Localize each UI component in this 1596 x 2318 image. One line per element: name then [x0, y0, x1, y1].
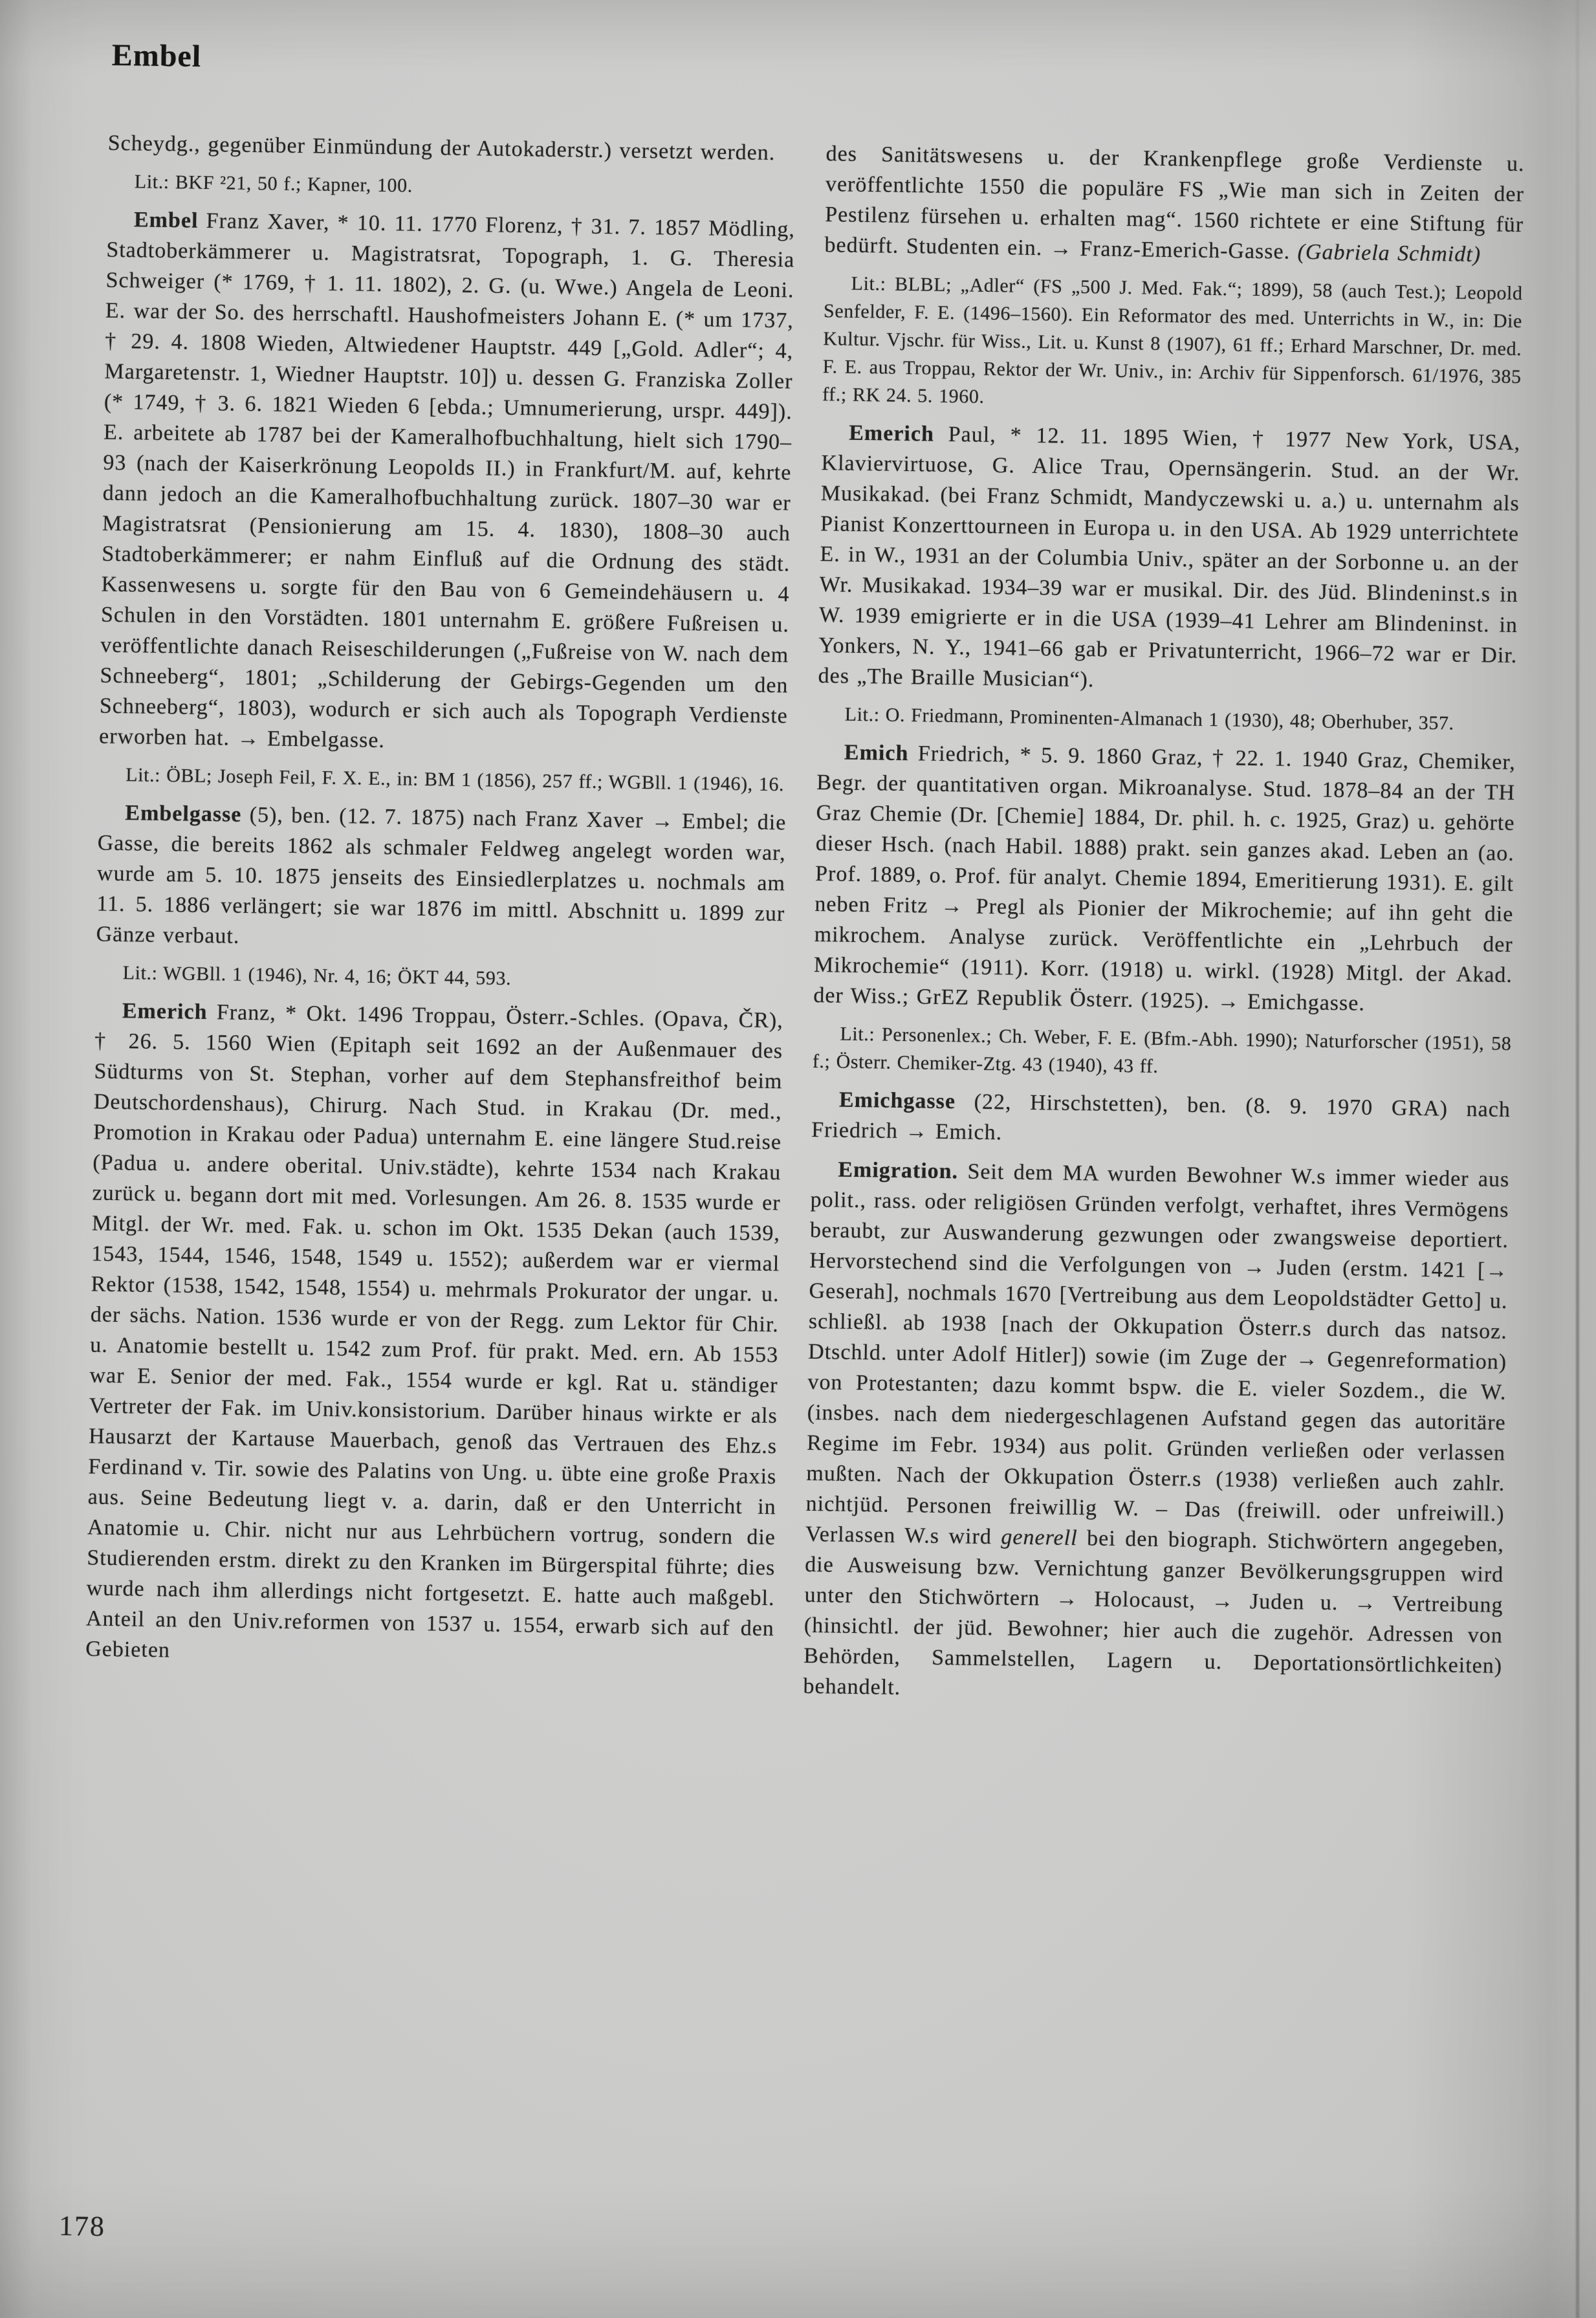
entry-emichgasse: [811, 1084, 1511, 1155]
headword: Emichgasse: [838, 1088, 956, 1114]
entry-emich-friedrich: [813, 737, 1516, 1021]
text-run: Franz Xaver, * 10. 11. 1770 Florenz, † 31. 7. 1857 Mödling, Stadtoberkämmerer u. Magistratsrat, Topograph, 1. G. Theresia Schweiger (* 1769, † 1. 11. 1802), 2. G. (u. Wwe.) Angela de Leoni. E. war der So. des herrschaftl. Haushofmeisters Johann E. (* um 1737, † 29. 4. 1808 Wieden, Altwiedener Hauptstr. 449 [„Gold. Adler“; 4, Margaretenstr. 1, Wiedner Hauptstr. 10]) u. dessen G. Franziska Zoller (* 1749, † 3. 6. 1821 Wieden 6 [ebda.; Umnumerierung, urspr. 449]). E. arbeitete ab 1787 bei der Kameralhofbuchhaltung, hielt sich 1790–93 (nach der Kaiserkrönung Leopolds II.) in Frankfurt/M. auf, kehrte dann jedoch an die Kameralhofbuchhaltung zurück. 1807–30 war er Magistratsrat (Pensionierung am 15. 4. 1830), 1808–30 auch Stadtoberkämmerer; er nahm Einfluß auf die Ordnung des städt. Kassenwesens u. sorgte für den Bau von 6 Gemeindehäusern u. 4 Schulen in den Vorstädten. 1801 unternahm E. größere Fußreisen u. veröffentlichte danach Reiseschilderungen („Fußreise von W. nach dem Schneeberg“, 1801; „Schilderung der Gebirgs-Gegenden um den Schneeberg“, 1803), wodurch er sich auch als Topograph Verdienste erworben hat. → Embelgasse.: [98, 208, 796, 753]
italic-text: generell: [1001, 1525, 1078, 1551]
text-run: Lit.: WGBll. 1 (1946), Nr. 4, 16; ÖKT 44, 593.: [122, 962, 512, 990]
headword: Embel: [133, 208, 199, 233]
text-run: des Sanitätswesens u. der Krankenpflege große Verdienste u. veröffentlichte 1550 die populäre FS „Wie man sich in Zeiten der Pestilenz fürsehen u. erhalten mag“. 1560 richtete er eine Stiftung für bedürft. Studenten ein. → Franz-Emerich-Gasse.: [824, 142, 1525, 264]
lit-paragraph-embelgasse: [95, 959, 784, 997]
text-run: Lit.: BKF ²21, 50 f.; Kapner, 100.: [134, 171, 413, 197]
paragraph-continuation-scheydgasse: [107, 128, 796, 169]
page-header: Embel: [111, 38, 202, 74]
lit-paragraph-embel: [98, 761, 787, 799]
entry-emerich-franz: [85, 996, 783, 1675]
headword: Emich: [844, 740, 909, 766]
text-run: Lit.: BLBL; „Adler“ (FS „500 J. Med. Fak.“; 1899), 58 (auch Test.); Leopold Senfelder, F. E. (1496–1560). Ein Reformator des med. Unterrichts in W., in: Die Kultur. Vjschr. für Wiss., Lit. u. Kunst 8 (1907), 61 ff.; Erhard Marschner, Dr. med. F. E. aus Troppau, Rektor der Wr. Univ., in: Archiv für Sippenforsch. 61/1976, 385 ff.; RK 24. 5. 1960.: [822, 272, 1523, 408]
text-run: bei den biograph. Stichwörtern angegeben, die Ausweisung bzw. Vernichtung ganzer Bevölkerungsgruppen wird unter den Stichwörtern → Holocaust, → Juden u. → Vertreibung (hinsichtl. der jüd. Bewohner; hier auch die zugehör. Adressen von Behörden, Sammelstellen, Lagern u. Deportationsörtlichkeiten) behandelt.: [803, 1526, 1505, 1700]
text-run: Seit dem MA wurden Bewohner W.s immer wieder aus polit., rass. oder religiösen Gründen verfolgt, verhaftet, ihres Vermögens beraubt, zur Auswanderung gezwungen oder zwangsweise deportiert. Hervorstechend sind die Verfolgungen von → Juden (erstm. 1421 [→ Geserah], nochmals 1670 [Vertreibung aus dem Leopoldstädter Getto] u. schließl. ab 1938 [nach der Okkupation Österr.s durch das natsoz. Dtschld. unter Adolf Hitler]) sowie (im Zuge der → Gegenreformation) von Protestanten; dazu kommt bspw. die E. vieler Sozdem., die W. (insbes. nach dem niedergeschlagenen Aufstand gegen das autoritäre Regime im Febr. 1934) aus polit. Gründen verließen oder verlassen mußten. Nach der Okkupation Österr.s (1938) verließen auch zahlr. nichtjüd. Personen freiwillig W. – Das (freiwill. oder unfreiwill.) Verlassen W.s wird: [805, 1159, 1510, 1549]
page-number: 178: [58, 2209, 106, 2242]
text-run: Lit.: ÖBL; Joseph Feil, F. X. E., in: BM 1 (1856), 257 ff.; WGBll. 1 (1946), 16.: [126, 764, 785, 796]
headword: Emigration.: [838, 1157, 959, 1184]
entry-emigration: [803, 1154, 1509, 1712]
page-edge-shadow: [1576, 0, 1579, 2318]
lit-paragraph-emerich-paul: [818, 700, 1517, 738]
text-run: (5), ben. (12. 7. 1875) nach Franz Xaver → Embel; die Gasse, die bereits 1862 als schmaler Feldweg angelegt worden war, wurde am 5. 10. 1875 jenseits des Einsiedlerplatzes u. nochmals am 11. 5. 1886 verlängert; sie war 1876 im mittl. Abschnitt u. 1899 zur Gänze verbaut.: [96, 802, 787, 948]
entry-embelgasse: [96, 798, 786, 960]
text-run: Scheydg., gegenüber Einmündung der Autokaderstr.) versetzt werden.: [107, 131, 776, 165]
column-left: [85, 128, 796, 1675]
entry-embel-franz-xaver: [99, 204, 795, 762]
paragraph-continuation-emerich-franz: [824, 138, 1525, 270]
italic-text: (Gabriela Schmidt): [1297, 239, 1481, 267]
text-run: Franz, * Okt. 1496 Troppau, Österr.-Schles. (Opava, ČR), † 26. 5. 1560 Wien (Epitaph seit 1692 an der Außenmauer des Südturms von St. Stephan, vorher auf dem Stephansfreithof beim Deutschordenshaus), Chirurg. Nach Stud. in Krakau (Dr. med., Promotion in Krakau oder Padua) unternahm E. eine längere Stud.reise (Padua u. andere oberital. Univ.städte), kehrte 1534 nach Krakau zurück u. begann dort mit med. Vorlesungen. Am 26. 8. 1535 wurde er Mitgl. der Wr. med. Fak. u. schon im Okt. 1535 Dekan (auch 1539, 1543, 1544, 1546, 1548, 1549 u. 1552); außerdem war er viermal Rektor (1538, 1542, 1548, 1554) u. mehrmals Prokurator der ungar. u. der sächs. Nation. 1536 wurde er von der Regg. zum Lektor für Chir. u. Anatomie bestellt u. 1542 zum Prof. für prakt. Med. ern. Ab 1553 war E. Senior der med. Fak., 1554 wurde er kgl. Rat u. ständiger Vertreter der Fak. im Univ.konsistorium. Darüber hinaus wirkte er als Hausarzt der Kartause Mauerbach, genoß das Vertrauen des Ehz.s Ferdinand v. Tir. sowie des Palatins von Ung. u. übte eine große Praxis aus. Seine Bedeutung liegt v. a. darin, daß er den Unterricht in Anatomie u. Chir. nicht nur aus Lehrbüchern vortrug, sondern die Studierenden erstm. direkt zu den Kranken im Bürgerspital führte; dies wurde nach ihm allerdings nicht fortgesetzt. E. hatte auch maßgebl. Anteil an den Univ.reformen von 1537 u. 1554, erwarb sich auf den Gebieten: [85, 1000, 784, 1663]
headword: Emerich: [848, 421, 935, 446]
lit-paragraph-emerich-franz: [822, 269, 1523, 419]
text-run: Lit.: Personenlex.; Ch. Weber, F. E. (Bfm.-Abh. 1990); Naturforscher (1951), 58 f.; Österr. Chemiker-Ztg. 43 (1940), 43 ff.: [812, 1023, 1512, 1077]
headword: Embelgasse: [125, 801, 242, 827]
entry-emerich-paul: [818, 417, 1520, 701]
lit-paragraph-kapner: [107, 168, 796, 206]
headword: Emerich: [122, 999, 208, 1025]
text-run: Lit.: O. Friedmann, Prominenten-Almanach 1 (1930), 48; Oberhuber, 357.: [844, 703, 1454, 734]
text-run: Paul, * 12. 11. 1895 Wien, † 1977 New York, USA, Klaviervirtuose, G. Alice Trau, Opernsängerin. Stud. an der Wr. Musikakad. (bei Franz Schmidt, Mandyczewski u. a.) u. unternahm als Pianist Konzerttourneen in Europa u. in den USA. Ab 1929 unterrichtete E. in W., 1931 an der Columbia Univ., später an der Sorbonne u. an der Wr. Musikakad. 1934–39 war er musikal. Dir. des Jüd. Blindeninst.s in W. 1939 emigrierte er in die USA (1939–41 Lehrer am Blindeninst. in Yonkers, N. Y., 1941–66 gab er Privatunterricht, 1966–72 war er Dir. des „The Braille Musician“).: [818, 422, 1521, 692]
lit-paragraph-emich: [813, 1020, 1512, 1086]
column-right: [803, 138, 1525, 1712]
text-run: Friedrich, * 5. 9. 1860 Graz, † 22. 1. 1940 Graz, Chemiker, Begr. der quantitativen organ. Mikroanalyse. Stud. 1878–84 an der TH Graz Chemie (Dr. [Chemie] 1884, Dr. phil. h. c. 1925, Graz) u. gehörte dieser Hsch. (nach Habil. 1888) prakt. sein ganzes akad. Leben an (ao. Prof. 1889, o. Prof. für analyt. Chemie 1894, Emeritierung 1931). E. gilt neben Fritz → Pregl als Pionier der Mikrochemie; auf ihn geht die mikrochem. Analyse zurück. Veröffentlichte ein „Lehrbuch der Mikrochemie“ (1911). Korr. (1918) u. wirkl. (1928) Mitgl. der Akad. der Wiss.; GrEZ Republik Österr. (1925). → Emichgasse.: [813, 741, 1516, 1016]
text-run: (22, Hirschstetten), ben. (8. 9. 1970 GRA) nach Friedrich → Emich.: [811, 1089, 1511, 1145]
